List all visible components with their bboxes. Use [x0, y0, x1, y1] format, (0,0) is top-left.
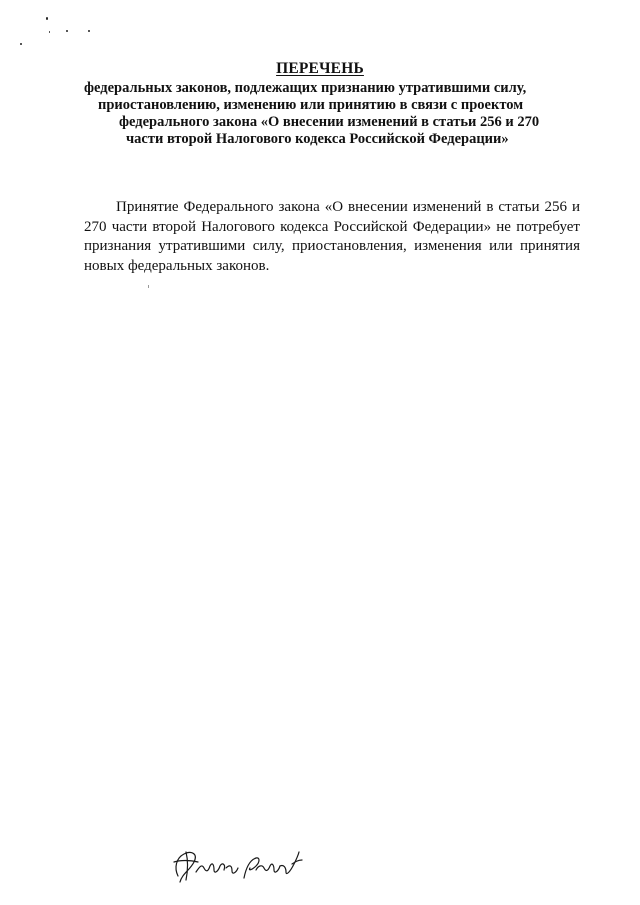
scan-mark: [148, 285, 149, 288]
subtitle-line-1: федеральных законов, подлежащих признанию утратившими силу,: [84, 80, 527, 96]
document-title: [0, 60, 640, 78]
scan-speck: [20, 43, 22, 45]
scan-speck: [49, 31, 50, 33]
subtitle-line-3: федерального закона «О внесении изменений в статьи 256 и 270: [119, 114, 540, 130]
subtitle-line-2: приостановлению, изменению или принятию в связи с проектом: [98, 97, 524, 113]
scan-speck: [46, 17, 48, 20]
scan-speck: [66, 30, 68, 32]
document-title-text: ПЕРЕЧЕНЬ: [276, 60, 364, 77]
scan-speck: [88, 30, 90, 32]
body-paragraph: Принятие Федерального закона «О внесении изменений в статьи 256 и 270 части второй Налогового кодекса Российской Федерации» не потребует признания утратившими силу, приостановления, изменения или принятия новых федеральных законов.: [84, 199, 580, 274]
signature-image: [168, 838, 313, 888]
subtitle-line-4: части второй Налогового кодекса Российской Федерации»: [126, 131, 509, 147]
